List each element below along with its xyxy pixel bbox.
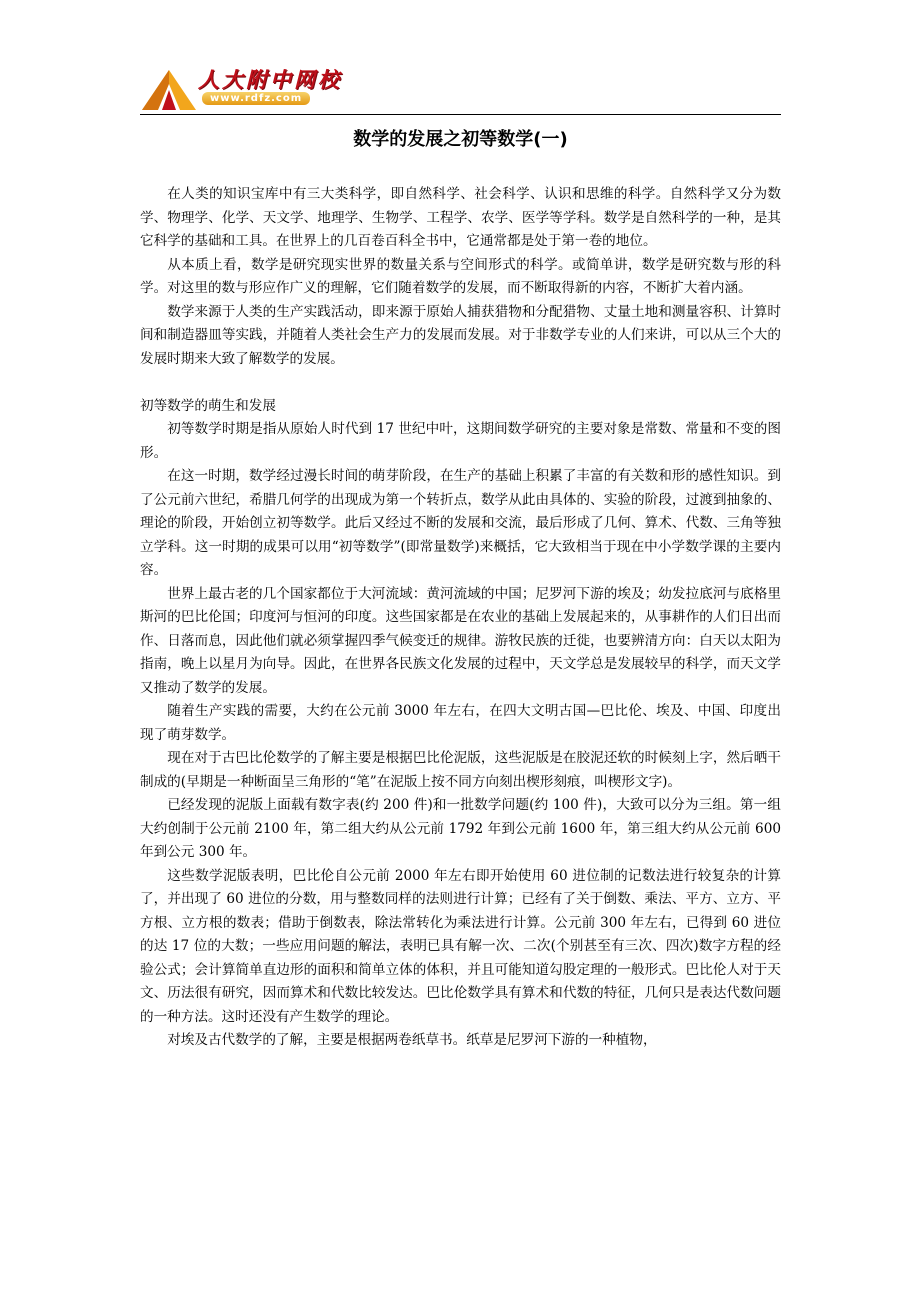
site-logo[interactable] — [140, 62, 380, 112]
triangle-logo-icon — [140, 68, 198, 112]
article-body — [140, 183, 781, 1053]
paragraph: 现在对于古巴比伦数学的了解主要是根据巴比伦泥版，这些泥版是在胶泥还软的时候刻上字，然后晒干制成的(早期是一种断面呈三角形的“笔”在泥版上按不同方向刻出楔形刻痕，叫楔形文字)。 — [140, 750, 781, 790]
paragraph: 在人类的知识宝库中有三大类科学，即自然科学、社会科学、认识和思维的科学。自然科学又分为数学、物理学、化学、天文学、地理学、生物学、工程学、农学、医学等学科。数学是自然科学的一种，是其它科学的基础和工具。在世界上的几百卷百科全书中，它通常都是处于第一卷的地位。 — [140, 186, 781, 249]
paragraph: 随着生产实践的需要，大约在公元前 3000 年左右，在四大文明古国—巴比伦、埃及、中国、印度出现了萌芽数学。 — [140, 703, 781, 743]
paragraph: 在这一时期，数学经过漫长时间的萌芽阶段，在生产的基础上积累了丰富的有关数和形的感性知识。到了公元前六世纪，希腊几何学的出现成为第一个转折点，数学从此由具体的、实验的阶段，过渡到抽象的、理论的阶段，开始创立初等数学。此后又经过不断的发展和交流，最后形成了几何、算术、代数、三角等独立学科。这一时期的成果可以用“初等数学”(即常量数学)来概括，它大致相当于现在中小学数学课的主要内容。 — [140, 468, 781, 578]
section-heading: 初等数学的萌生和发展 — [140, 397, 276, 414]
paragraph: 初等数学时期是指从原始人时代到 17 世纪中叶，这期间数学研究的主要对象是常数、常量和不变的图形。 — [140, 421, 781, 461]
paragraph: 已经发现的泥版上面载有数字表(约 200 件)和一批数学问题(约 100 件)，大致可以分为三组。第一组大约创制于公元前 2100 年，第二组大约从公元前 1792 年到公元前 1600 年，第三组大约从公元前 600 年到公元 300 年。 — [140, 797, 781, 860]
paragraph: 从本质上看，数学是研究现实世界的数量关系与空间形式的科学。或简单讲，数学是研究数与形的科学。对这里的数与形应作广义的理解，它们随着数学的发展，而不断取得新的内容，不断扩大着内涵。 — [140, 256, 781, 296]
logo-url: www.rdfz.com — [202, 92, 310, 105]
paragraph: 这些数学泥版表明，巴比伦自公元前 2000 年左右即开始使用 60 进位制的记数法进行较复杂的计算了，并出现了 60 进位的分数，用与整数同样的法则进行计算；已经有了关于倒数、乘法、平方、立方、平方根、立方根的数表；借助于倒数表，除法常转化为乘法进行计算。公元前 300 年左右，已得到 60 进位的达 17 位的大数；一些应用问题的解法，表明已具有解一次、二次(个别甚至有三次、四次)数字方程的经验公式；会计算简单直边形的面积和简单立体的体积，并且可能知道勾股定理的一般形式。巴比伦人对于天文、历法很有研究，因而算术和代数比较发达。巴比伦数学具有算术和代数的特征，几何只是表达代数问题的一种方法。这时还没有产生数学的理论。 — [140, 867, 781, 1025]
header-divider — [140, 114, 781, 115]
page-title: 数学的发展之初等数学(一) — [353, 129, 568, 150]
paragraph: 对埃及古代数学的了解，主要是根据两卷纸草书。纸草是尼罗河下游的一种植物， — [167, 1032, 657, 1048]
paragraph: 世界上最古老的几个国家都位于大河流域：黄河流域的中国；尼罗河下游的埃及；幼发拉底河与底格里斯河的巴比伦国；印度河与恒河的印度。这些国家都是在农业的基础上发展起来的，从事耕作的人们日出而作、日落而息，因此他们就必须掌握四季气候变迁的规律。游牧民族的迁徙，也要辨清方向：白天以太阳为指南，晚上以星月为向导。因此，在世界各民族文化发展的过程中，天文学总是发展较早的科学，而天文学又推动了数学的发展。 — [140, 585, 781, 696]
logo-text: 人大附中网校 — [198, 68, 342, 92]
paragraph: 数学来源于人类的生产实践活动，即来源于原始人捕获猎物和分配猎物、丈量土地和测量容积、计算时间和制造器皿等实践，并随着人类社会生产力的发展而发展。对于非数学专业的人们来讲，可以从三个大的发展时期来大致了解数学的发展。 — [140, 303, 781, 367]
